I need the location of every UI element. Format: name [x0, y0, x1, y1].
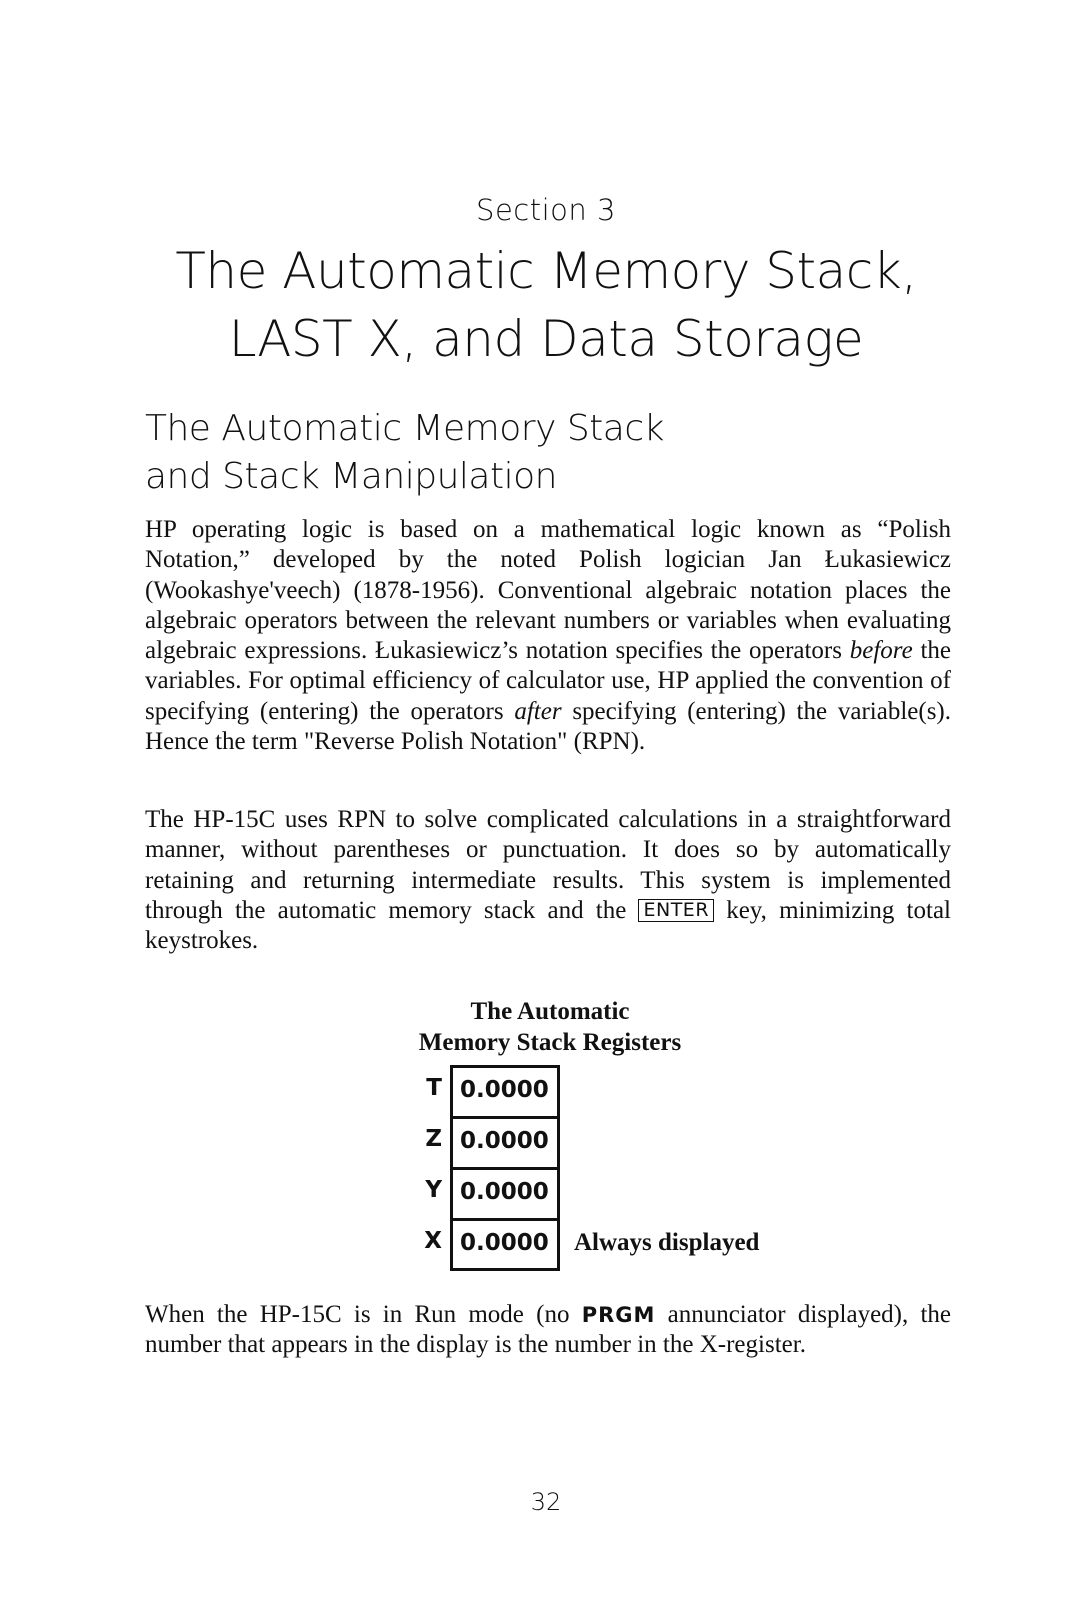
- paragraph-run-mode: [145, 1300, 951, 1361]
- paragraph-rpn: [145, 805, 951, 956]
- figure-title: [400, 996, 700, 1058]
- register-value: 0.0000: [450, 1065, 560, 1116]
- paragraph-1-text-b: the variables. For optimal efficiency of calculator use, HP applied the convention of specifying (entering) the operators: [145, 637, 951, 725]
- emphasis-after: after: [514, 697, 562, 725]
- register-name: X: [424, 1228, 442, 1254]
- prgm-annunciator: PRGM: [581, 1303, 656, 1327]
- paragraph-3-text-b: annunciator displayed), the number that appears in the display is the number in the X-register.: [145, 1301, 952, 1359]
- subheading-line-2: and Stack Manipulation: [145, 456, 557, 497]
- register-value: 0.0000: [450, 1218, 560, 1271]
- register-note: Always displayed: [574, 1229, 760, 1256]
- paragraph-2-text-a: The HP-15C uses RPN to solve complicated calculations in a straightforward manner, without parentheses or punctuation. It does so by automatically retaining and returning intermediate results. This system is implemented through the automatic memory stack and the: [145, 806, 951, 924]
- paragraph-3-text-a: When the HP-15C is in Run mode (no: [145, 1301, 582, 1328]
- register-value: 0.0000: [450, 1116, 560, 1167]
- paragraph-1-text-a: HP operating logic is based on a mathematical logic known as “Polish Notation,” developed by the noted Polish logician Jan Łukasiewicz (Wookashye'veech) (1878-1956). Conventional algebraic notation places the algebraic operators between the relevant numbers or variables when evaluating algebraic expressions. Łukasiewicz’s notation specifies the operators: [145, 516, 951, 665]
- subheading: [145, 405, 664, 501]
- paragraph-1-text-c: specifying (entering) the variable(s). Hence the term "Reverse Polish Notation" (RPN).: [145, 697, 951, 756]
- register-value: 0.0000: [450, 1167, 560, 1218]
- chapter-title: [0, 237, 1067, 373]
- figure-title-line-1: The Automatic: [470, 998, 630, 1025]
- chapter-title-line-1: The Automatic Memory Stack,: [175, 242, 917, 300]
- register-name: T: [426, 1075, 442, 1101]
- chapter-title-line-2: LAST X, and Data Storage: [228, 310, 864, 368]
- page-number: 32: [530, 1488, 562, 1516]
- register-name: Y: [425, 1177, 442, 1203]
- enter-key-symbol: ENTER: [638, 899, 714, 922]
- emphasis-before: before: [849, 637, 913, 665]
- register-name: Z: [425, 1126, 442, 1152]
- paragraph-polish-notation: [145, 515, 951, 757]
- figure-title-line-2: Memory Stack Registers: [418, 1029, 682, 1056]
- section-label: Section 3: [476, 193, 616, 227]
- paragraph-2-text-b: key, minimizing total keystrokes.: [145, 896, 951, 955]
- subheading-line-1: The Automatic Memory Stack: [145, 408, 664, 449]
